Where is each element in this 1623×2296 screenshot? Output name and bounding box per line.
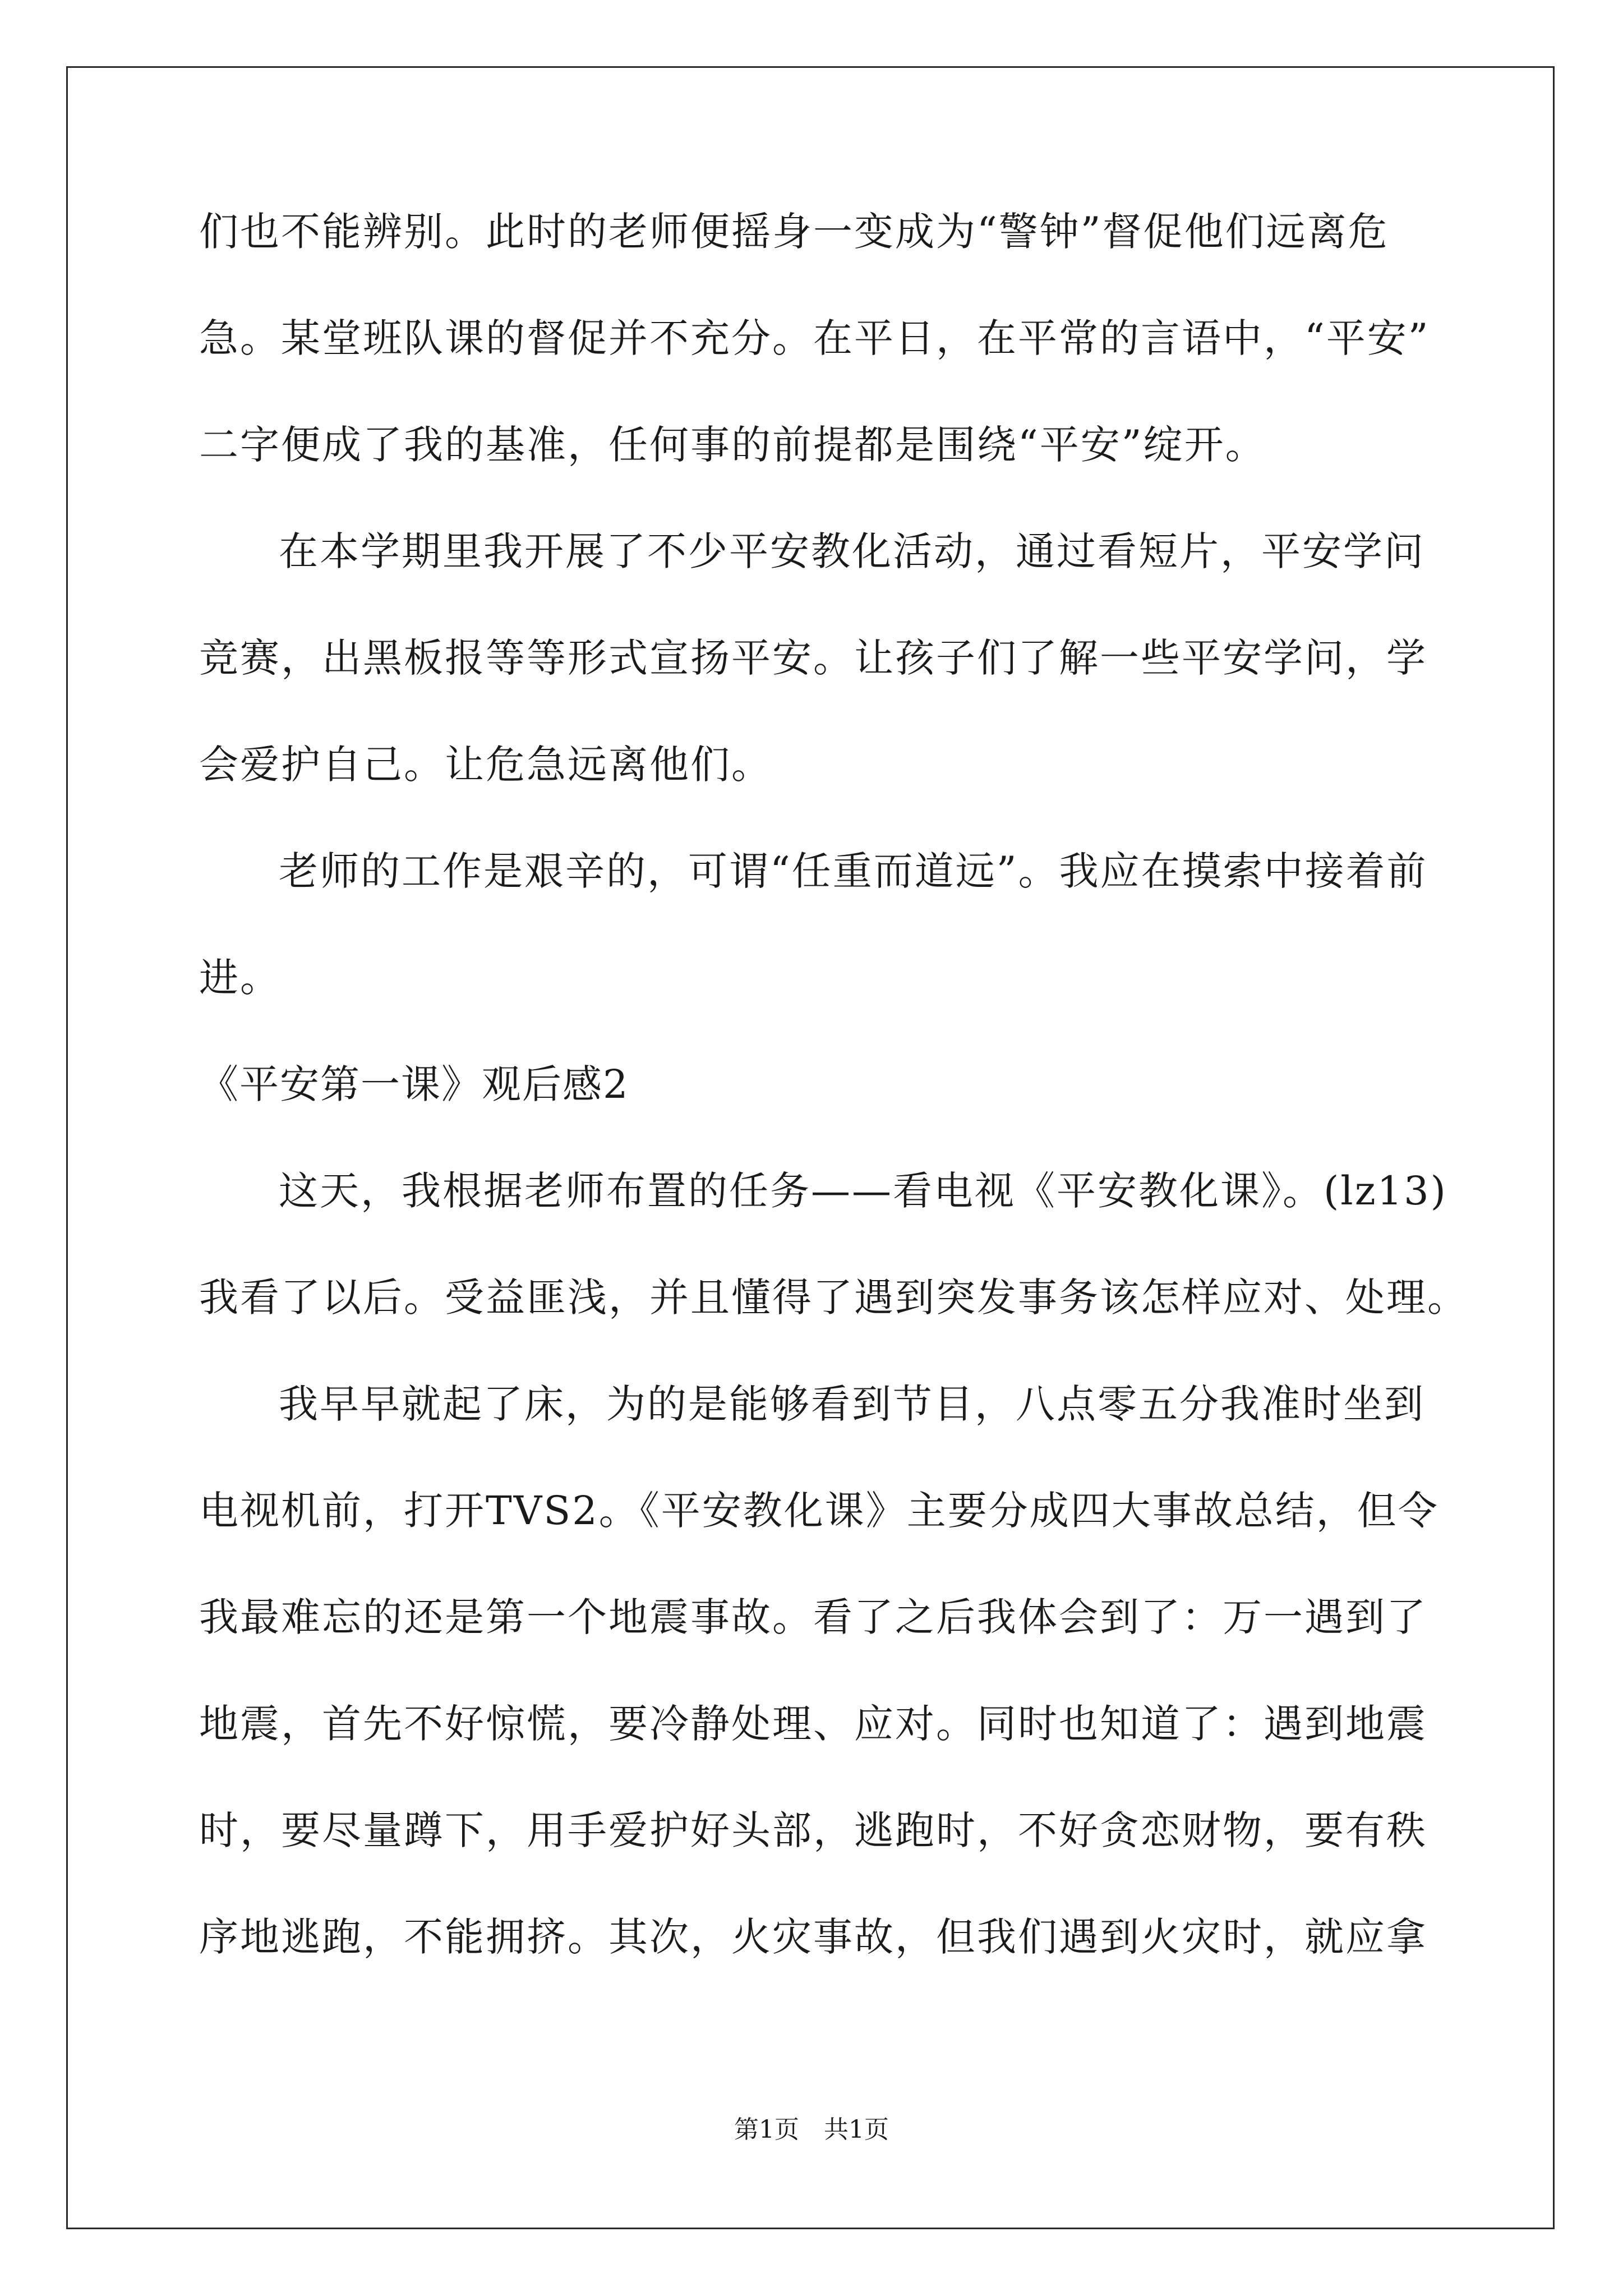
paragraph-start-line: 我早早就起了床，为的是能够看到节目，八点零五分我准时坐到 bbox=[279, 1381, 1425, 1427]
text-line: 进。 bbox=[199, 955, 281, 1001]
text-line: 会爱护自己。让危急远离他们。 bbox=[199, 742, 772, 788]
page-footer: 第1页 共1页 bbox=[734, 2115, 889, 2144]
paragraph-start-line: 在本学期里我开展了不少平安教化活动，通过看短片，平安学问 bbox=[279, 528, 1425, 574]
section-heading: 《平安第一课》观后感2 bbox=[199, 1061, 629, 1107]
text-line: 竞赛，出黑板报等等形式宣扬平安。让孩子们了解一些平安学问，学 bbox=[199, 635, 1427, 681]
text-line: 二字便成了我的基准，任何事的前提都是围绕“平安”绽开。 bbox=[199, 422, 1266, 468]
text-line: 我最难忘的还是第一个地震事故。看了之后我体会到了：万一遇到了 bbox=[199, 1594, 1427, 1640]
document-body bbox=[199, 209, 1468, 2024]
text-line: 我看了以后。受益匪浅，并且懂得了遇到突发事务该怎样应对、处理。 bbox=[199, 1274, 1468, 1320]
paragraph-start-line: 这天，我根据老师布置的任务——看电视《平安教化课》。(lz13) bbox=[279, 1168, 1447, 1214]
text-line: 们也不能辨别。此时的老师便摇身一变成为“警钟”督促他们远离危 bbox=[199, 209, 1389, 255]
text-line: 急。某堂班队课的督促并不充分。在平日，在平常的言语中，“平安” bbox=[199, 315, 1430, 361]
text-line: 序地逃跑，不能拥挤。其次，火灾事故，但我们遇到火灾时，就应拿 bbox=[199, 1914, 1427, 1960]
paragraph-start-line: 老师的工作是艰辛的，可谓“任重而道远”。我应在摸索中接着前 bbox=[279, 848, 1428, 894]
text-line: 地震，首先不好惊慌，要冷静处理、应对。同时也知道了：遇到地震 bbox=[199, 1701, 1427, 1747]
text-line: 电视机前，打开TVS2。《平安教化课》主要分成四大事故总结，但令 bbox=[199, 1488, 1439, 1534]
text-line: 时，要尽量蹲下，用手爱护好头部，逃跑时，不好贪恋财物，要有秩 bbox=[199, 1807, 1427, 1853]
